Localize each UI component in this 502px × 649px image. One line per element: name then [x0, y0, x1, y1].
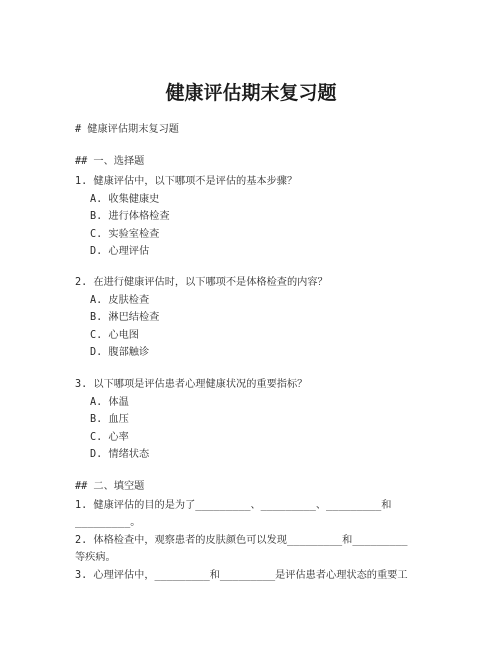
- page-title: 健康评估期末复习题: [165, 82, 337, 104]
- option-3c: C. 心率: [90, 432, 129, 443]
- fill-2-line1: 2. 体格检查中，观察患者的皮肤颜色可以发现_________和_________: [75, 535, 408, 546]
- option-3b: B. 血压: [90, 414, 129, 425]
- fill-2-line2: 等疾病。: [75, 552, 116, 563]
- option-1a: A. 收集健康史: [90, 194, 160, 205]
- question-stem-3: 3. 以下哪项是评估患者心理健康状况的重要指标？: [75, 379, 308, 390]
- option-1d: D. 心理评估: [90, 246, 150, 257]
- section-heading-choice: ## 一、选择题: [75, 156, 145, 167]
- heading-h1: # 健康评估期末复习题: [75, 124, 179, 135]
- fill-3-line1: 3. 心理评估中，_________和_________是评估患者心理状态的重要工: [75, 570, 408, 581]
- option-2a: A. 皮肤检查: [90, 295, 150, 306]
- question-stem-2: 2. 在进行健康评估时，以下哪项不是体格检查的内容？: [75, 277, 328, 288]
- option-2c: C. 心电图: [90, 330, 139, 341]
- question-stem-1: 1. 健康评估中，以下哪项不是评估的基本步骤？: [75, 176, 298, 187]
- section-heading-fill: ## 二、填空题: [75, 481, 145, 492]
- option-2b: B. 淋巴结检查: [90, 312, 160, 323]
- option-3d: D. 情绪状态: [90, 449, 150, 460]
- option-2d: D. 腹部触诊: [90, 347, 150, 358]
- option-1c: C. 实验室检查: [90, 229, 160, 240]
- option-1b: B. 进行体格检查: [90, 211, 170, 222]
- fill-1-line1: 1. 健康评估的目的是为了_________、_________、_________和: [75, 500, 392, 511]
- fill-1-line2: _________。: [75, 517, 141, 528]
- option-3a: A. 体温: [90, 397, 129, 408]
